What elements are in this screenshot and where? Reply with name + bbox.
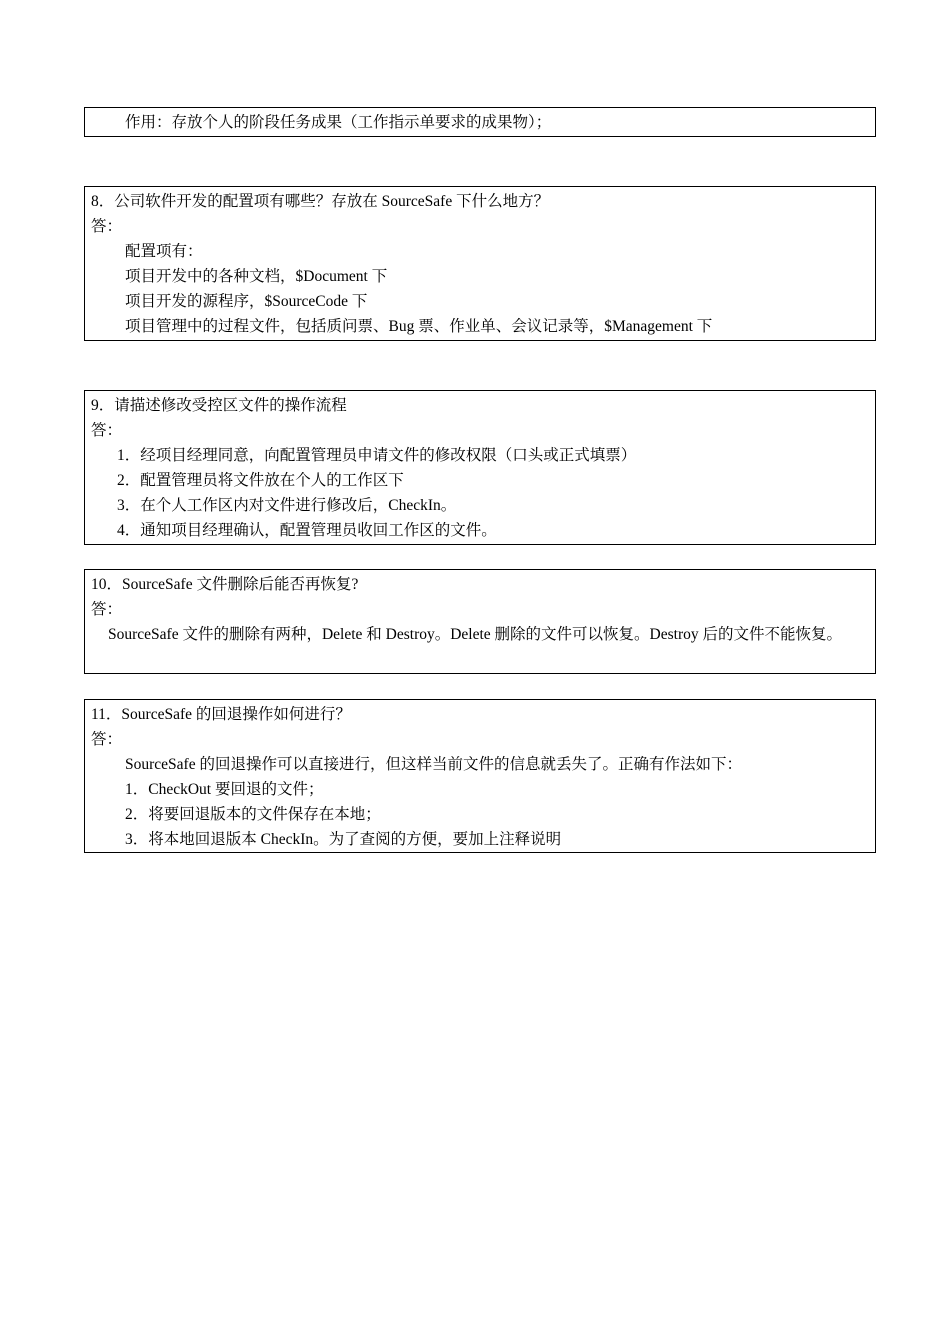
question-10-answer-label: 答： (91, 601, 123, 618)
question-11-step: 2．将要回退版本的文件保存在本地； (125, 806, 381, 823)
question-8-line: 项目管理中的过程文件，包括质问票、Bug 票、作业单、会议记录等，$Management 下 (125, 318, 713, 335)
storage-note-box (84, 107, 876, 137)
question-10-answer-text: SourceSafe 文件的删除有两种，Delete 和 Destroy。Delete 删除的文件可以恢复。Destroy 后的文件不能恢复。 (108, 626, 842, 643)
question-11-title: 11．SourceSafe 的回退操作如何进行？ (91, 706, 351, 723)
question-11-step: 1．CheckOut 要回退的文件； (125, 781, 324, 798)
question-9-step: 1．经项目经理同意，向配置管理员申请文件的修改权限（口头或正式填票） (117, 447, 637, 464)
question-9-box (84, 390, 876, 545)
question-11-answer-label: 答： (91, 731, 123, 748)
question-9-answer-label: 答： (91, 422, 123, 439)
question-10-box (84, 569, 876, 674)
storage-note-text: 作用：存放个人的阶段任务成果（工作指示单要求的成果物）； (125, 114, 552, 131)
question-8-title: 8．公司软件开发的配置项有哪些？存放在 SourceSafe 下什么地方？ (91, 193, 550, 210)
question-8-line: 项目开发中的各种文档，$Document 下 (125, 268, 388, 285)
question-11-intro: SourceSafe 的回退操作可以直接进行，但这样当前文件的信息就丢失了。正确有作法如下： (125, 756, 742, 773)
question-11-step: 3．将本地回退版本 CheckIn。为了查阅的方便，要加上注释说明 (125, 831, 562, 848)
question-9-step: 2．配置管理员将文件放在个人的工作区下 (117, 472, 404, 489)
question-9-step: 4．通知项目经理确认，配置管理员收回工作区的文件。 (117, 522, 497, 539)
question-9-step: 3．在个人工作区内对文件进行修改后，CheckIn。 (117, 497, 457, 514)
question-10-title: 10．SourceSafe 文件删除后能否再恢复? (91, 576, 359, 593)
question-8-answer-label: 答： (91, 218, 123, 235)
question-9-title: 9．请描述修改受控区文件的操作流程 (91, 397, 347, 414)
question-11-box (84, 699, 876, 853)
question-8-line: 配置项有： (125, 243, 203, 260)
question-8-box (84, 186, 876, 341)
question-8-line: 项目开发的源程序，$SourceCode 下 (125, 293, 368, 310)
